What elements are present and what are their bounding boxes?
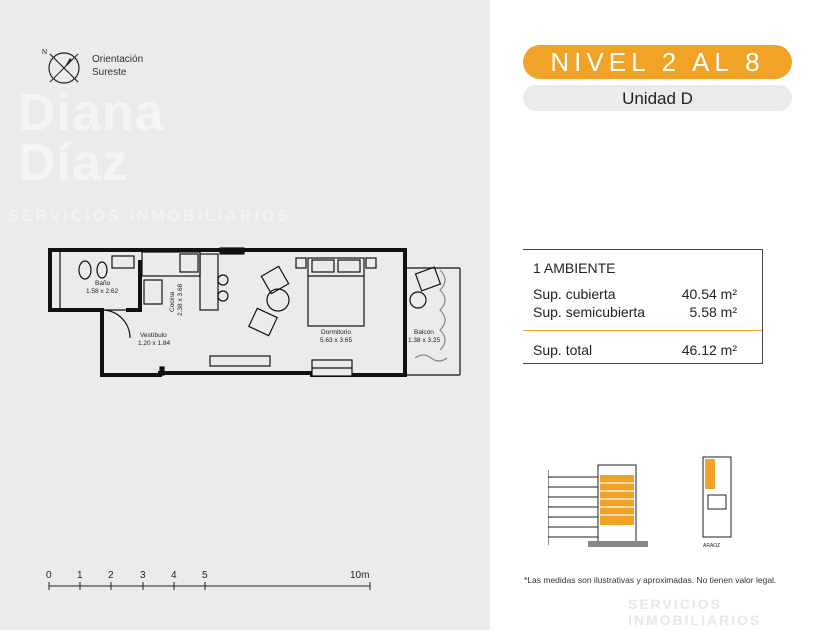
scale-bar (40, 566, 380, 596)
cubierta-value: 40.54 m² (681, 286, 737, 302)
watermark-logo (18, 84, 165, 192)
scale-label-3: 3 (140, 570, 146, 581)
room-dims-bano: 1.58 x 2.62 (86, 288, 119, 295)
watermark-line1: Diana (18, 84, 165, 142)
cubierta-row (533, 286, 737, 302)
watermark-line2: Díaz (18, 134, 129, 192)
watermark-sub: SERVICIOS INMOBILIARIOS (8, 208, 291, 225)
orientation-label (92, 53, 143, 79)
orientation-line1: Orientación (92, 54, 144, 65)
footer-watermark: SERVICIOS INMOBILIARIOS (628, 596, 762, 628)
room-name-dormitorio: Dormitorio (321, 329, 351, 336)
room-dims-balcon: 1.38 x 3.25 (408, 337, 441, 344)
total-label: Sup. total (533, 342, 593, 358)
semicubierta-value: 5.58 m² (689, 304, 737, 320)
room-name-cocina: Cocina (169, 291, 176, 312)
room-dims-dormitorio: 5.63 x 3.65 (320, 337, 353, 344)
scale-label-0: 0 (46, 570, 52, 581)
semicubierta-row (533, 304, 737, 320)
orientation-line2: Sureste (92, 67, 127, 78)
room-dims-vestibulo: 1.20 x 1.84 (138, 340, 171, 347)
nivel-badge: NIVEL 2 AL 8 (523, 45, 792, 79)
surface-table (523, 249, 763, 364)
scale-label-4: 4 (171, 570, 177, 581)
cubierta-label: Sup. cubierta (533, 286, 616, 302)
ambiente-row (533, 260, 737, 276)
building-diagram (548, 455, 748, 555)
disclaimer-note: *Las medidas son ilustrativas y aproximadas. No tienen valor legal. (524, 575, 777, 585)
scale-label-10: 10m (350, 570, 370, 581)
street-label: ARÁOZ (703, 543, 721, 549)
compass-icon (42, 46, 82, 86)
room-name-vestibulo: Vestíbulo (140, 332, 167, 339)
compass-letter: N (42, 49, 48, 56)
total-row (533, 342, 737, 358)
floor-plan (40, 240, 480, 390)
unidad-badge: Unidad D (523, 85, 792, 111)
room-name-balcon: Balcón (414, 329, 434, 336)
semicubierta-label: Sup. semicubierta (533, 304, 646, 320)
room-name-bano: Baño (95, 280, 111, 287)
scale-label-2: 2 (108, 570, 114, 581)
total-value: 46.12 m² (681, 342, 737, 358)
scale-label-5: 5 (202, 570, 208, 581)
ambiente-label: 1 AMBIENTE (533, 260, 616, 276)
total-divider (523, 330, 763, 331)
room-dims-cocina: 2.38 x 3.68 (177, 283, 184, 316)
scale-label-1: 1 (77, 570, 83, 581)
table-divider (762, 249, 763, 363)
